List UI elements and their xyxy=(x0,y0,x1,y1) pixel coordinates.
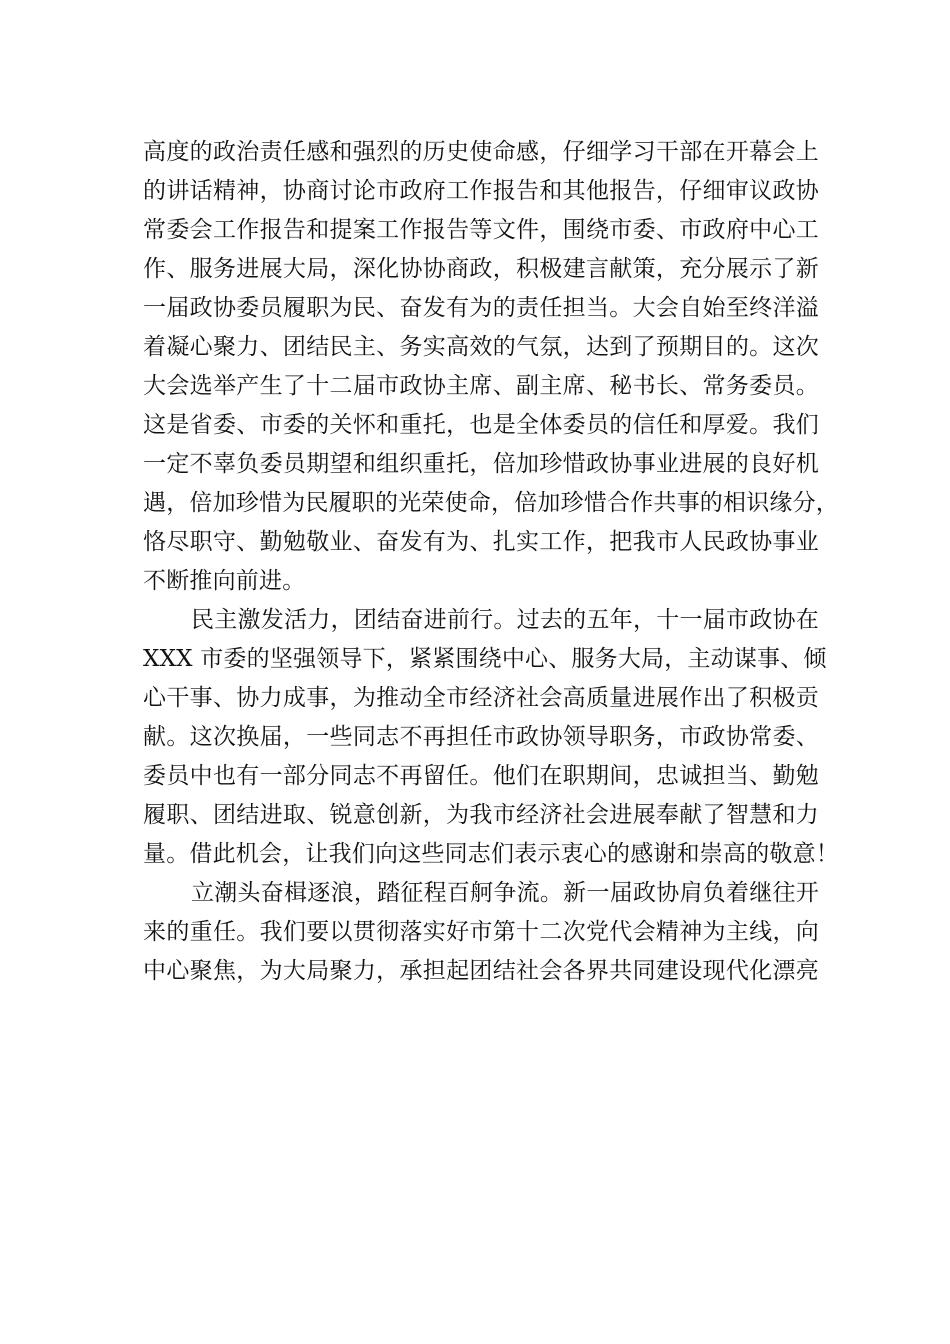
text-line: 献。这次换届，一些同志不再担任市政协领导职务，市政协常委、 xyxy=(143,724,819,750)
text-line: XXX 市委的坚强领导下，紧紧围绕中心、服务大局，主动谋事、倾 xyxy=(143,646,827,672)
paragraph-2 xyxy=(143,601,839,874)
text-line: 一定不辜负委员期望和组织重托，倍加珍惜政协事业进展的良好机 xyxy=(143,451,819,477)
text-line: 委员中也有一部分同志不再留任。他们在职期间，忠诚担当、勤勉 xyxy=(143,763,819,789)
text-line: 履职、团结进取、锐意创新，为我市经济社会进展奉献了智慧和力 xyxy=(143,802,819,828)
text-line: 的讲话精神，协商讨论市政府工作报告和其他报告，仔细审议政协 xyxy=(143,178,819,204)
text-line: 着凝心聚力、团结民主、务实高效的气氛，达到了预期目的。这次 xyxy=(143,334,819,360)
paragraph-1 xyxy=(143,133,839,601)
text-line: 作、服务进展大局，深化协协商政，积极建言献策，充分展示了新 xyxy=(143,256,819,282)
text-line: 不断推向前进。 xyxy=(143,568,306,594)
text-line: 恪尽职守、勤勉敬业、奋发有为、扎实工作，把我市人民政协事业 xyxy=(143,529,819,555)
text-line: 来的重任。我们要以贯彻落实好市第十二次党代会精神为主线，向 xyxy=(143,919,819,945)
text-line: 量。借此机会，让我们向这些同志们表示衷心的感谢和崇高的敬意！ xyxy=(143,841,839,867)
text-line: 中心聚焦，为大局聚力，承担起团结社会各界共同建设现代化漂亮 xyxy=(143,958,819,984)
text-line: 高度的政治责任感和强烈的历史使命感，仔细学习干部在开幕会上 xyxy=(143,139,819,165)
text-line: 一届政协委员履职为民、奋发有为的责任担当。大会自始至终洋溢 xyxy=(143,295,819,321)
text-line: 这是省委、市委的关怀和重托，也是全体委员的信任和厚爱。我们 xyxy=(143,412,819,438)
text-line: 心干事、协力成事，为推动全市经济社会高质量进展作出了积极贡 xyxy=(143,685,819,711)
text-line: 立潮头奋楫逐浪，踏征程百舸争流。新一届政协肩负着继往开 xyxy=(191,880,819,906)
text-line: 遇，倍加珍惜为民履职的光荣使命，倍加珍惜合作共事的相识缘分， xyxy=(143,490,839,516)
paragraph-3 xyxy=(143,874,819,991)
text-line: 民主激发活力，团结奋进前行。过去的五年，十一届市政协在 xyxy=(191,607,819,633)
text-line: 常委会工作报告和提案工作报告等文件，围绕市委、市政府中心工 xyxy=(143,217,819,243)
text-line: 大会选举产生了十二届市政协主席、副主席、秘书长、常务委员。 xyxy=(143,373,819,399)
document-body xyxy=(143,133,839,991)
